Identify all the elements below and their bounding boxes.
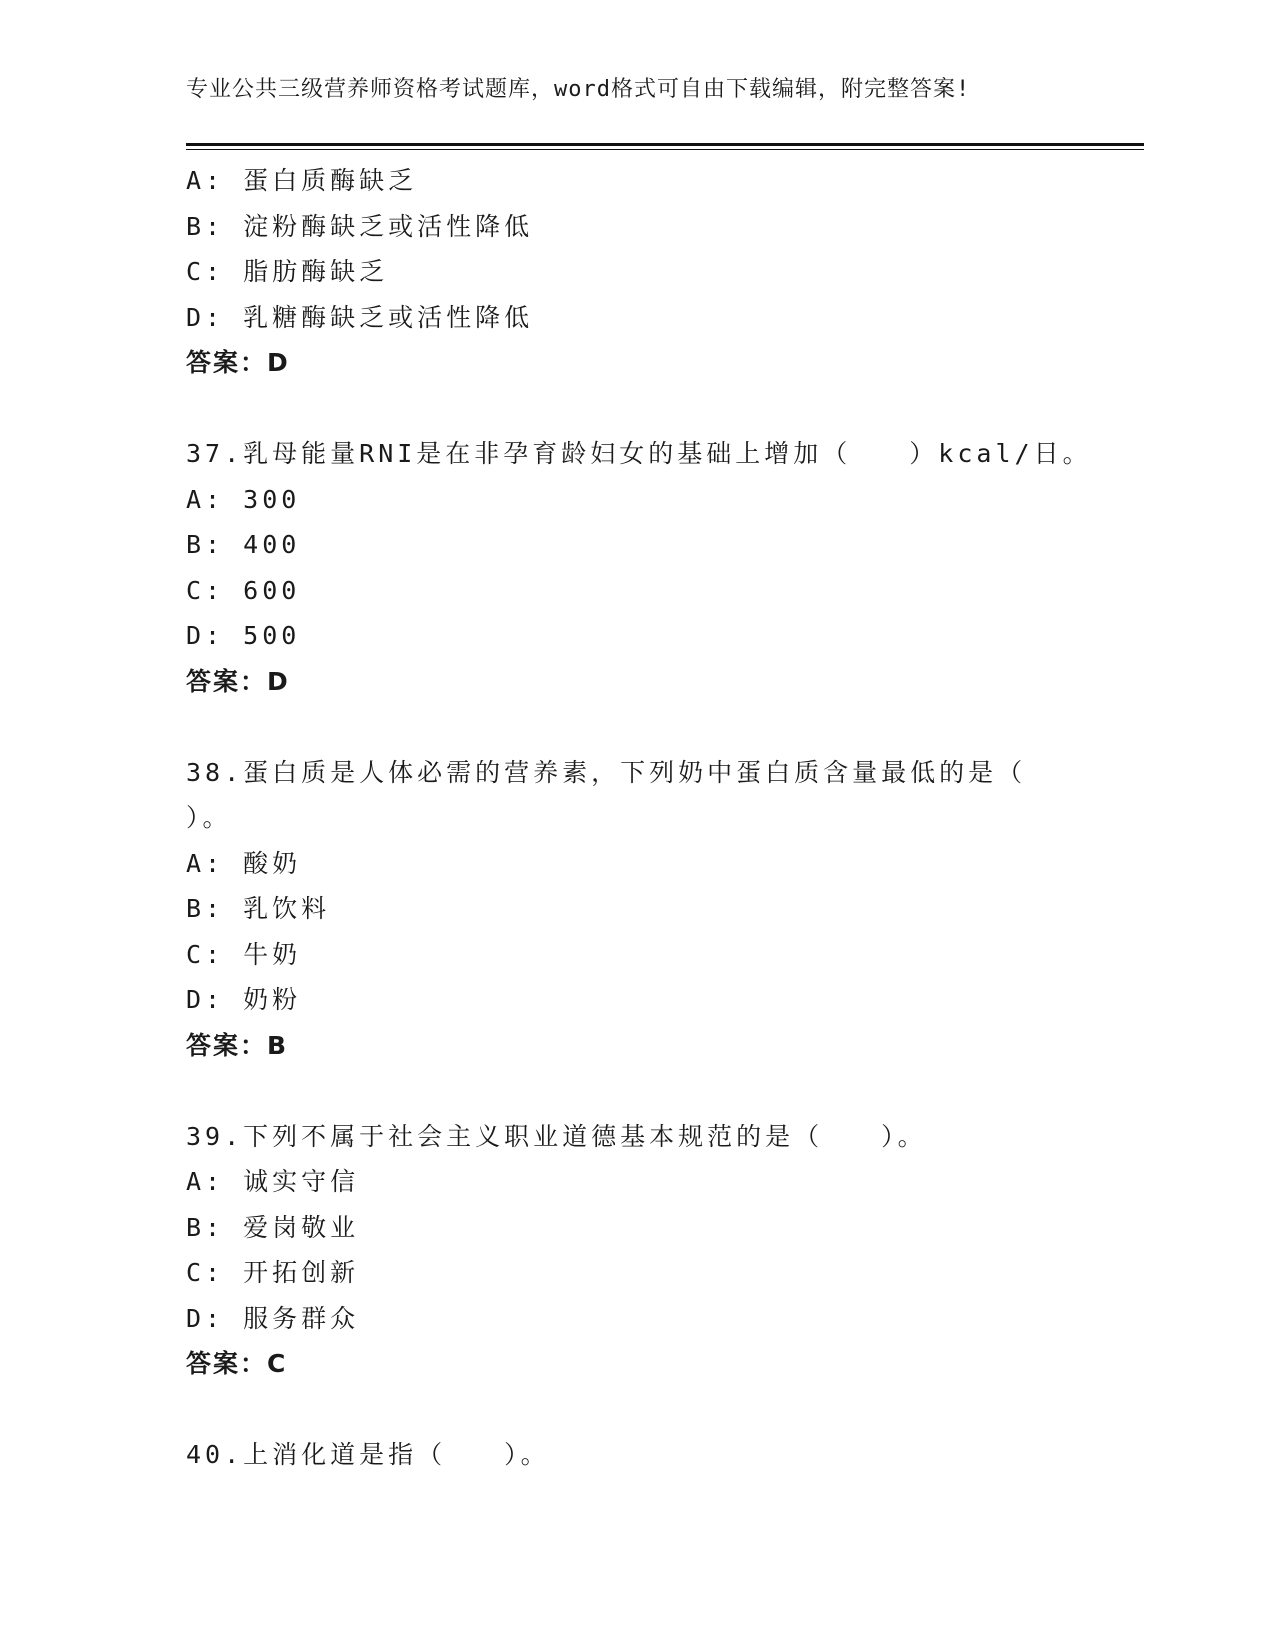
question-stem: 37.乳母能量RNI是在非孕育龄妇女的基础上增加（ ）kcal/日。: [186, 439, 1092, 468]
option-d: D: 奶粉: [186, 985, 302, 1014]
question-38: [186, 750, 1066, 1069]
option-a: A: 300: [186, 484, 301, 514]
question-39: [186, 1114, 1066, 1387]
spacer: [186, 1387, 1066, 1433]
option-d: D: 乳糖酶缺乏或活性降低: [186, 302, 534, 332]
question-40: [186, 1432, 1066, 1478]
option-c: C: 600: [186, 575, 301, 605]
header-rule-thin: [186, 149, 1144, 150]
question-stem: 38.蛋白质是人体必需的营养素，下列奶中蛋白质含量最低的是（: [186, 757, 1027, 787]
answer: 答案：C: [186, 1349, 288, 1378]
option-a: A: 蛋白质酶缺乏: [186, 166, 418, 195]
answer: 答案：B: [186, 1030, 289, 1060]
spacer: [186, 704, 1066, 750]
question-36: [186, 158, 1066, 386]
option-c: C: 脂肪酶缺乏: [186, 257, 389, 286]
option-b: B: 乳饮料: [186, 894, 331, 923]
option-b: B: 400: [186, 530, 301, 559]
spacer: [186, 386, 1066, 432]
option-b: B: 爱岗敬业: [186, 1212, 360, 1242]
question-stem: 40.上消化道是指（ ）。: [186, 1440, 550, 1469]
question-list: [186, 158, 1092, 1478]
option-c: C: 牛奶: [186, 939, 302, 969]
spacer: [186, 1068, 1066, 1114]
answer: 答案：D: [186, 348, 290, 377]
page-header: 专业公共三级营养师资格考试题库，word格式可自由下载编辑，附完整答案!: [186, 77, 971, 102]
option-a: A: 酸奶: [186, 848, 302, 878]
answer: 答案：D: [186, 666, 290, 696]
question-stem: 39.下列不属于社会主义职业道德基本规范的是（ ）。: [186, 1121, 927, 1151]
option-d: D: 500: [186, 621, 301, 650]
option-c: C: 开拓创新: [186, 1258, 360, 1287]
question-stem-cont: ）。: [186, 803, 232, 832]
option-d: D: 服务群众: [186, 1303, 360, 1333]
option-b: B: 淀粉酶缺乏或活性降低: [186, 211, 534, 241]
question-37: [186, 431, 1092, 704]
header-rule-thick: [186, 143, 1144, 146]
option-a: A: 诚实守信: [186, 1167, 360, 1196]
